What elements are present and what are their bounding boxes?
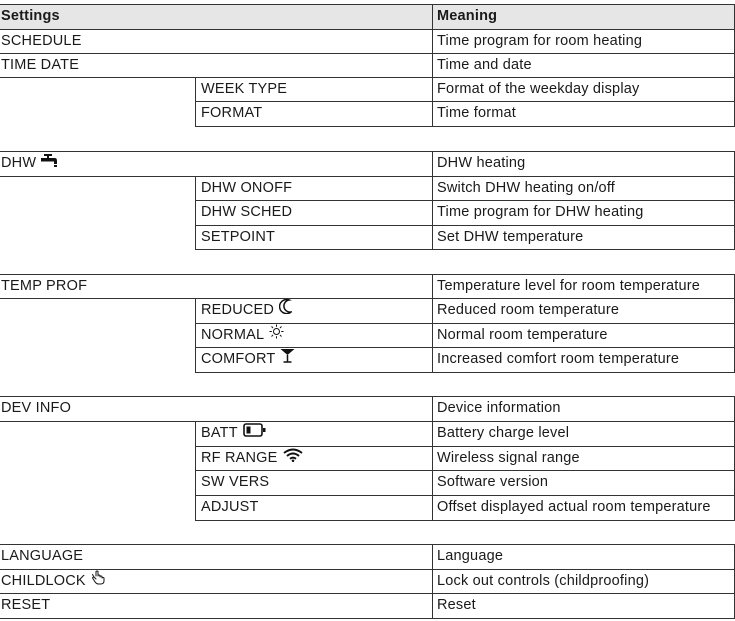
setting-normal-label: NORMAL — [201, 327, 265, 343]
meaning-week-type: Format of the weekday display — [437, 81, 640, 97]
meaning-rf-range: Wireless signal range — [437, 450, 580, 466]
meaning-reduced: Reduced room temperature — [437, 302, 620, 318]
meaning-adjust: Offset displayed actual room temperature — [437, 499, 711, 515]
meaning-dhw: DHW heating — [437, 155, 526, 171]
meaning-comfort: Increased comfort room temperature — [437, 351, 680, 367]
meaning-normal: Normal room temperature — [437, 327, 608, 343]
setting-childlock — [1, 569, 106, 593]
meaning-dhw-onoff: Switch DHW heating on/off — [437, 180, 616, 196]
setting-rf-range — [201, 446, 303, 470]
table-header — [0, 4, 735, 29]
setting-adjust: ADJUST — [201, 499, 259, 515]
setting-childlock-label: CHILDLOCK — [1, 573, 86, 589]
setting-temp-prof: TEMP PROF — [1, 278, 88, 294]
sun-icon — [269, 323, 284, 347]
faucet-icon — [41, 151, 58, 175]
wifi-icon — [283, 446, 303, 470]
meaning-sw-vers: Software version — [437, 474, 549, 490]
meaning-dhw-sched: Time program for DHW heating — [437, 204, 644, 220]
setting-dhw-label: DHW — [1, 155, 37, 171]
setting-reset: RESET — [1, 597, 51, 613]
setting-sw-vers: SW VERS — [201, 474, 270, 490]
setting-schedule: SCHEDULE — [1, 33, 82, 49]
setting-format: FORMAT — [201, 105, 263, 121]
meaning-language: Language — [437, 548, 504, 564]
battery-icon — [243, 421, 267, 445]
moon-icon — [279, 298, 292, 322]
meaning-batt: Battery charge level — [437, 425, 570, 441]
meaning-schedule: Time program for room heating — [437, 33, 643, 49]
setting-comfort-label: COMFORT — [201, 351, 276, 367]
hand-icon — [91, 569, 106, 593]
setting-reduced — [201, 298, 292, 322]
setting-dhw — [1, 151, 58, 175]
meaning-time-date: Time and date — [437, 57, 532, 73]
cocktail-glass-icon — [280, 347, 295, 371]
header-settings: Settings — [1, 8, 60, 24]
meaning-temp-prof: Temperature level for room temperature — [437, 278, 701, 294]
setting-batt-label: BATT — [201, 425, 238, 441]
meaning-format: Time format — [437, 105, 517, 121]
setting-dev-info: DEV INFO — [1, 400, 72, 416]
setting-time-date: TIME DATE — [1, 57, 80, 73]
meaning-setpoint: Set DHW temperature — [437, 229, 584, 245]
meaning-reset: Reset — [437, 597, 476, 613]
header-meaning: Meaning — [437, 8, 498, 24]
setting-batt — [201, 421, 267, 445]
setting-normal — [201, 323, 284, 347]
setting-reduced-label: REDUCED — [201, 302, 275, 318]
setting-language: LANGUAGE — [1, 548, 84, 564]
setting-dhw-onoff: DHW ONOFF — [201, 180, 293, 196]
meaning-childlock: Lock out controls (childproofing) — [437, 573, 650, 589]
setting-week-type: WEEK TYPE — [201, 81, 288, 97]
setting-rf-range-label: RF RANGE — [201, 450, 278, 466]
setting-comfort — [201, 347, 295, 371]
setting-setpoint: SETPOINT — [201, 229, 276, 245]
setting-dhw-sched: DHW SCHED — [201, 204, 293, 220]
meaning-dev-info: Device information — [437, 400, 561, 416]
